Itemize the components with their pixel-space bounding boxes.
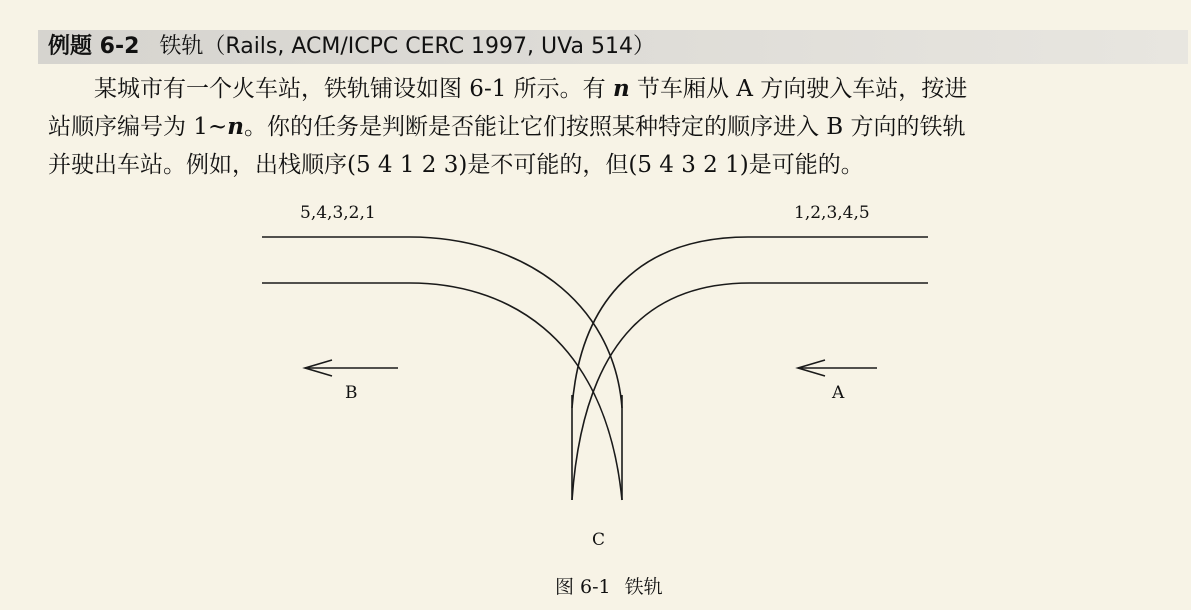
direction-b-label: B [345,383,358,403]
right-sequence-label: 1,2,3,4,5 [794,203,870,223]
track-outer-upper-right [572,237,928,408]
caption-text: 铁轨 [624,576,663,598]
problem-number: 例题 6-2 [48,34,140,59]
problem-title: 铁轨（Rails, ACM/ICPC CERC 1997, UVa 514） [159,34,655,59]
paragraph-line-1: 某城市有一个火车站，铁轨铺设如图 6-1 所示。有 n 节车厢从 A 方向驶入车站，按进 [94,75,968,102]
figure-caption [555,572,663,599]
direction-a-label: A [832,383,845,403]
track-outer-upper [262,237,622,408]
track-inner-lower-right [572,283,928,500]
paragraph-line-2: 站顺序编号为 1~n。你的任务是判断是否能让它们按照某种特定的顺序进入 B 方向的铁轨 [48,113,966,140]
track-inner-lower-left [262,283,622,500]
caption-number: 图 6-1 [555,576,611,598]
paragraph-line-3: 并驶出车站。例如，出栈顺序(5 4 1 2 3)是不可能的，但(5 4 3 2 1)是可能的。 [48,152,864,178]
left-sequence-label: 5,4,3,2,1 [300,203,376,223]
direction-c-label: C [592,530,606,550]
